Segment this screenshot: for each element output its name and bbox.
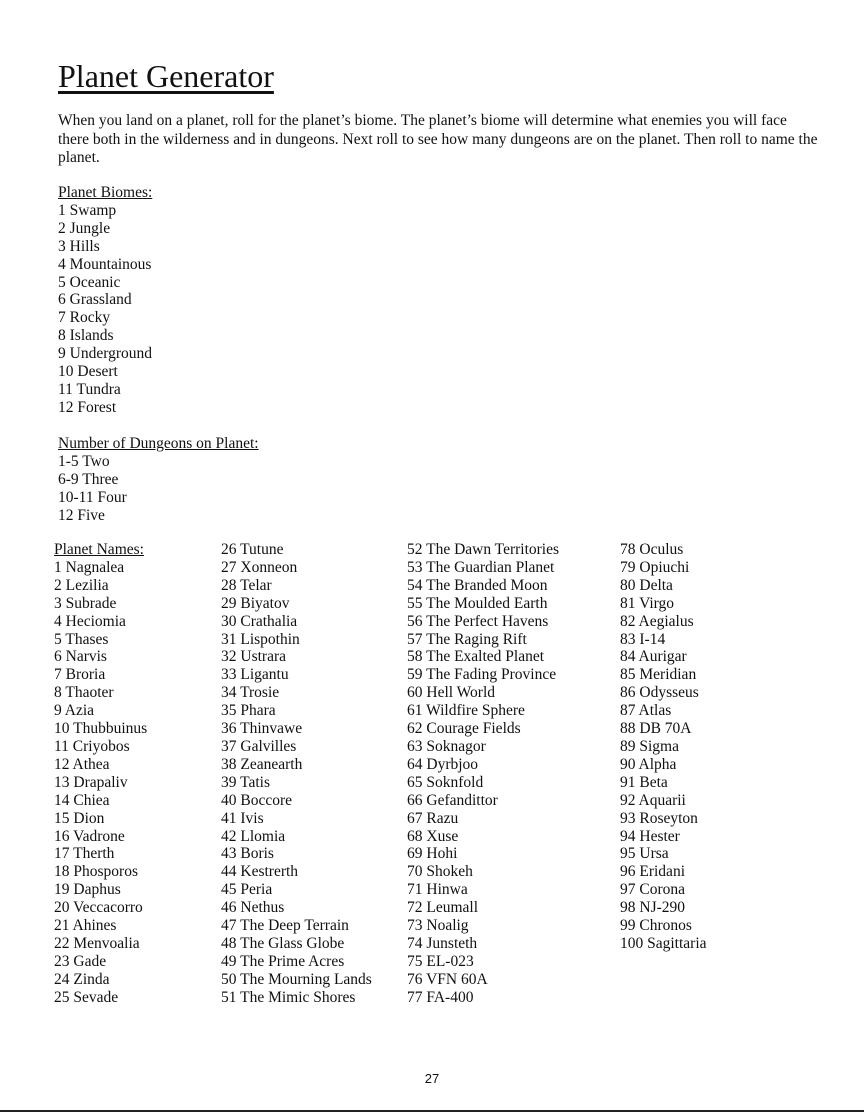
- planet-name-item: 48 The Glass Globe: [221, 934, 345, 952]
- names-column-1: [54, 541, 147, 1007]
- planet-name-item: 34 Trosie: [221, 684, 280, 702]
- planet-name-item: 25 Sevade: [54, 988, 119, 1006]
- planet-name-item: 87 Atlas: [620, 702, 672, 720]
- dungeons-section: [58, 435, 259, 525]
- planet-name-item: 38 Zeanearth: [221, 755, 303, 773]
- planet-name-item: 93 Roseyton: [620, 809, 698, 827]
- names-list-1: [54, 559, 147, 1007]
- planet-name-item: 86 Odysseus: [620, 684, 699, 702]
- planet-name-item: 58 The Exalted Planet: [407, 648, 545, 666]
- planet-name-item: 8 Thaoter: [54, 684, 114, 702]
- biome-item: 11 Tundra: [58, 380, 121, 398]
- planet-name-item: 52 The Dawn Territories: [407, 541, 560, 558]
- planet-name-item: 64 Dyrbjoo: [407, 755, 479, 773]
- planet-name-item: 16 Vadrone: [54, 827, 125, 845]
- planet-name-item: 15 Dion: [54, 809, 105, 827]
- planet-name-item: 85 Meridian: [620, 666, 697, 684]
- dungeon-item: 12 Five: [58, 506, 105, 524]
- planet-name-item: 22 Menvoalia: [54, 934, 140, 952]
- planet-name-item: 76 VFN 60A: [407, 970, 488, 988]
- dungeons-list: [58, 453, 259, 525]
- planet-name-item: 61 Wildfire Sphere: [407, 702, 525, 720]
- planet-name-item: 21 Ahines: [54, 917, 117, 935]
- planet-name-item: 10 Thubbuinus: [54, 720, 148, 738]
- planet-name-item: 43 Boris: [221, 845, 274, 863]
- planet-name-item: 72 Leumall: [407, 899, 479, 917]
- page-number: 27: [424, 1071, 440, 1086]
- planet-name-item: 46 Nethus: [221, 899, 285, 917]
- planet-name-item: 35 Phara: [221, 702, 276, 720]
- planet-name-item: 26 Tutune: [221, 541, 284, 558]
- planet-name-item: 84 Aurigar: [620, 648, 687, 666]
- dungeon-item: 1-5 Two: [58, 452, 110, 470]
- names-column-2: [221, 541, 372, 1007]
- planet-name-item: 7 Broria: [54, 666, 106, 684]
- planet-name-item: 20 Veccacorro: [54, 899, 143, 917]
- planet-name-item: 100 Sagittaria: [620, 934, 707, 952]
- names-column-4: [620, 541, 707, 953]
- biomes-section: [58, 184, 152, 417]
- planet-name-item: 90 Alpha: [620, 755, 677, 773]
- planet-name-item: 50 The Mourning Lands: [221, 970, 372, 988]
- planet-name-item: 29 Biyatov: [221, 594, 290, 612]
- dungeons-heading: Number of Dungeons on Planet:: [58, 435, 259, 452]
- planet-name-item: 82 Aegialus: [620, 612, 694, 630]
- names-column-3: [407, 541, 559, 1007]
- planet-name-item: 99 Chronos: [620, 917, 692, 935]
- planet-name-item: 81 Virgo: [620, 594, 675, 612]
- planet-name-item: 63 Soknagor: [407, 737, 486, 755]
- planet-name-item: 11 Criyobos: [54, 737, 130, 755]
- names-heading: Planet Names:: [54, 541, 144, 558]
- biome-item: 10 Desert: [58, 363, 118, 381]
- planet-name-item: 41 Ivis: [221, 809, 264, 827]
- biome-item: 12 Forest: [58, 398, 117, 416]
- planet-name-item: 98 NJ-290: [620, 899, 686, 917]
- intro-paragraph: When you land on a planet, roll for the planet’s biome. The planet’s biome will determine what enemies you will face there both in the wilderness and in dungeons. Next roll to see how many dungeons are on the planet. Then roll to name the planet.: [58, 112, 818, 166]
- planet-name-item: 2 Lezilia: [54, 576, 109, 594]
- planet-name-item: 73 Noalig: [407, 917, 469, 935]
- planet-name-item: 66 Gefandittor: [407, 791, 498, 809]
- planet-name-item: 74 Junsteth: [407, 934, 478, 952]
- planet-name-item: 42 Llomia: [221, 827, 286, 845]
- planet-name-item: 44 Kestrerth: [221, 863, 299, 881]
- page-title: Planet Generator: [58, 58, 274, 94]
- planet-name-item: 12 Athea: [54, 755, 110, 773]
- planet-name-item: 88 DB 70A: [620, 720, 692, 738]
- dungeon-item: 10-11 Four: [58, 488, 127, 506]
- planet-name-item: 51 The Mimic Shores: [221, 988, 356, 1006]
- planet-name-item: 39 Tatis: [221, 773, 271, 791]
- biomes-heading: Planet Biomes:: [58, 184, 153, 201]
- planet-name-item: 23 Gade: [54, 952, 107, 970]
- planet-name-item: 71 Hinwa: [407, 881, 468, 899]
- planet-name-item: 92 Aquarii: [620, 791, 686, 809]
- planet-name-item: 24 Zinda: [54, 970, 110, 988]
- planet-name-item: 1 Nagnalea: [54, 558, 125, 576]
- planet-name-item: 40 Boccore: [221, 791, 293, 809]
- planet-name-item: 59 The Fading Province: [407, 666, 557, 684]
- planet-name-item: 9 Azia: [54, 702, 95, 720]
- planet-name-item: 45 Peria: [221, 881, 273, 899]
- biome-item: 3 Hills: [58, 237, 100, 255]
- planet-name-item: 69 Hohi: [407, 845, 458, 863]
- planet-name-item: 54 The Branded Moon: [407, 576, 548, 594]
- planet-name-item: 68 Xuse: [407, 827, 459, 845]
- planet-name-item: 91 Beta: [620, 773, 668, 791]
- planet-name-item: 14 Chiea: [54, 791, 110, 809]
- planet-name-item: 78 Oculus: [620, 541, 684, 558]
- planet-name-item: 13 Drapaliv: [54, 773, 128, 791]
- planet-name-item: 30 Crathalia: [221, 612, 298, 630]
- planet-name-item: 36 Thinvawe: [221, 720, 303, 738]
- planet-name-item: 75 EL-023: [407, 952, 474, 970]
- planet-name-item: 79 Opiuchi: [620, 558, 690, 576]
- planet-name-item: 70 Shokeh: [407, 863, 473, 881]
- planet-name-item: 97 Corona: [620, 881, 686, 899]
- planet-name-item: 33 Ligantu: [221, 666, 289, 684]
- planet-name-item: 32 Ustrara: [221, 648, 286, 666]
- planet-name-item: 5 Thases: [54, 630, 109, 648]
- planet-name-item: 89 Sigma: [620, 737, 679, 755]
- biome-item: 9 Underground: [58, 345, 152, 363]
- dungeon-item: 6-9 Three: [58, 470, 119, 488]
- planet-name-item: 62 Courage Fields: [407, 720, 521, 738]
- planet-name-item: 17 Therth: [54, 845, 115, 863]
- planet-name-item: 60 Hell World: [407, 684, 496, 702]
- planet-name-item: 95 Ursa: [620, 845, 669, 863]
- biome-item: 4 Mountainous: [58, 255, 152, 273]
- planet-name-item: 19 Daphus: [54, 881, 121, 899]
- planet-name-item: 57 The Raging Rift: [407, 630, 527, 648]
- planet-name-item: 47 The Deep Terrain: [221, 917, 349, 935]
- planet-name-item: 96 Eridani: [620, 863, 685, 881]
- planet-name-item: 65 Soknfold: [407, 773, 484, 791]
- planet-name-item: 31 Lispothin: [221, 630, 300, 648]
- planet-name-item: 37 Galvilles: [221, 737, 297, 755]
- planet-name-item: 55 The Moulded Earth: [407, 594, 548, 612]
- planet-name-item: 18 Phosporos: [54, 863, 138, 881]
- planet-name-item: 53 The Guardian Planet: [407, 558, 555, 576]
- biome-item: 7 Rocky: [58, 309, 111, 327]
- planet-name-item: 83 I-14: [620, 630, 666, 648]
- planet-name-item: 77 FA-400: [407, 988, 474, 1006]
- planet-name-item: 80 Delta: [620, 576, 673, 594]
- planet-name-item: 56 The Perfect Havens: [407, 612, 549, 630]
- biome-item: 2 Jungle: [58, 219, 111, 237]
- planet-name-item: 28 Telar: [221, 576, 272, 594]
- planet-name-item: 4 Heciomia: [54, 612, 126, 630]
- planet-name-item: 67 Razu: [407, 809, 459, 827]
- biome-item: 6 Grassland: [58, 291, 132, 309]
- planet-name-item: 6 Narvis: [54, 648, 107, 666]
- biomes-list: [58, 202, 152, 417]
- bottom-rule: [0, 1110, 864, 1112]
- planet-name-item: 3 Subrade: [54, 594, 117, 612]
- planet-name-item: 94 Hester: [620, 827, 680, 845]
- planet-name-item: 49 The Prime Acres: [221, 952, 345, 970]
- biome-item: 1 Swamp: [58, 201, 117, 219]
- planet-name-item: 27 Xonneon: [221, 558, 298, 576]
- biome-item: 8 Islands: [58, 327, 114, 345]
- biome-item: 5 Oceanic: [58, 273, 121, 291]
